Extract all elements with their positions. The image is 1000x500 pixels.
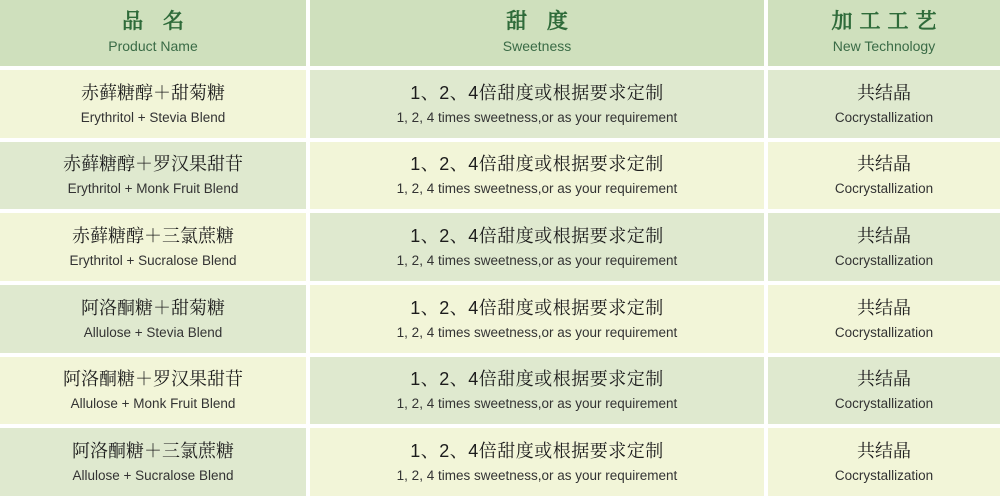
- sweetness-cn: 1、2、4倍甜度或根据要求定制: [410, 225, 664, 246]
- column-header-product-name: [0, 0, 310, 70]
- cell-technology: [768, 357, 1000, 429]
- cell-technology: [768, 285, 1000, 357]
- sweetness-cn: 1、2、4倍甜度或根据要求定制: [410, 154, 664, 175]
- sweetness-en: 1, 2, 4 times sweetness,or as your requirement: [396, 181, 678, 197]
- technology-en: Cocrystallization: [834, 181, 934, 197]
- product-name-en: Allulose + Stevia Blend: [83, 324, 223, 340]
- sweetness-cn: 1、2、4倍甜度或根据要求定制: [410, 440, 664, 461]
- product-name-cn: 阿洛酮糖＋三氯蔗糖: [72, 440, 234, 461]
- table-row: [0, 428, 1000, 500]
- sweetness-cn: 1、2、4倍甜度或根据要求定制: [410, 297, 664, 318]
- sweetness-en: 1, 2, 4 times sweetness,or as your requirement: [396, 324, 678, 340]
- product-name-en: Erythritol + Sucralose Blend: [69, 252, 237, 268]
- column-header-product-name-cn: 品 名: [122, 10, 191, 34]
- column-header-technology: [768, 0, 1000, 70]
- sweetness-en: 1, 2, 4 times sweetness,or as your requirement: [396, 252, 678, 268]
- product-name-cn: 阿洛酮糖＋罗汉果甜苷: [63, 369, 243, 390]
- table-row: [0, 285, 1000, 357]
- cell-product-name: [0, 357, 310, 429]
- technology-en: Cocrystallization: [834, 252, 934, 268]
- cell-product-name: [0, 70, 310, 142]
- table-row: [0, 213, 1000, 285]
- column-header-product-name-en: Product Name: [108, 38, 198, 55]
- cell-sweetness: [310, 285, 768, 357]
- cell-technology: [768, 70, 1000, 142]
- table-row: [0, 357, 1000, 429]
- cell-product-name: [0, 213, 310, 285]
- technology-cn: 共结晶: [857, 154, 911, 175]
- sweetness-en: 1, 2, 4 times sweetness,or as your requirement: [396, 396, 678, 412]
- table-header-row: [0, 0, 1000, 70]
- product-name-en: Allulose + Monk Fruit Blend: [70, 396, 236, 412]
- sweetness-cn: 1、2、4倍甜度或根据要求定制: [410, 82, 664, 103]
- product-name-cn: 阿洛酮糖＋甜菊糖: [81, 297, 225, 318]
- product-name-en: Erythritol + Monk Fruit Blend: [67, 181, 239, 197]
- technology-en: Cocrystallization: [834, 467, 934, 483]
- technology-en: Cocrystallization: [834, 109, 934, 125]
- technology-en: Cocrystallization: [834, 324, 934, 340]
- cell-product-name: [0, 428, 310, 500]
- technology-cn: 共结晶: [857, 297, 911, 318]
- sweetness-en: 1, 2, 4 times sweetness,or as your requirement: [396, 109, 678, 125]
- product-name-en: Erythritol + Stevia Blend: [80, 109, 226, 125]
- table-row: [0, 70, 1000, 142]
- column-header-sweetness-cn: 甜 度: [506, 10, 575, 34]
- cell-product-name: [0, 285, 310, 357]
- sweetness-cn: 1、2、4倍甜度或根据要求定制: [410, 369, 664, 390]
- product-name-cn: 赤藓糖醇＋罗汉果甜苷: [63, 154, 243, 175]
- cell-product-name: [0, 142, 310, 214]
- column-header-technology-cn: 加工工艺: [831, 10, 944, 34]
- cell-technology: [768, 213, 1000, 285]
- table-row: [0, 142, 1000, 214]
- product-name-cn: 赤藓糖醇＋甜菊糖: [81, 82, 225, 103]
- product-name-en: Allulose + Sucralose Blend: [72, 467, 234, 483]
- cell-sweetness: [310, 70, 768, 142]
- cell-sweetness: [310, 357, 768, 429]
- sweetness-en: 1, 2, 4 times sweetness,or as your requirement: [396, 467, 678, 483]
- column-header-sweetness-en: Sweetness: [502, 38, 572, 55]
- cell-sweetness: [310, 428, 768, 500]
- column-header-technology-en: New Technology: [832, 38, 936, 55]
- cell-technology: [768, 142, 1000, 214]
- cell-sweetness: [310, 142, 768, 214]
- cell-technology: [768, 428, 1000, 500]
- column-header-sweetness: [310, 0, 768, 70]
- technology-cn: 共结晶: [857, 369, 911, 390]
- technology-cn: 共结晶: [857, 225, 911, 246]
- product-name-cn: 赤藓糖醇＋三氯蔗糖: [72, 225, 234, 246]
- technology-en: Cocrystallization: [834, 396, 934, 412]
- technology-cn: 共结晶: [857, 440, 911, 461]
- cell-sweetness: [310, 213, 768, 285]
- technology-cn: 共结晶: [857, 82, 911, 103]
